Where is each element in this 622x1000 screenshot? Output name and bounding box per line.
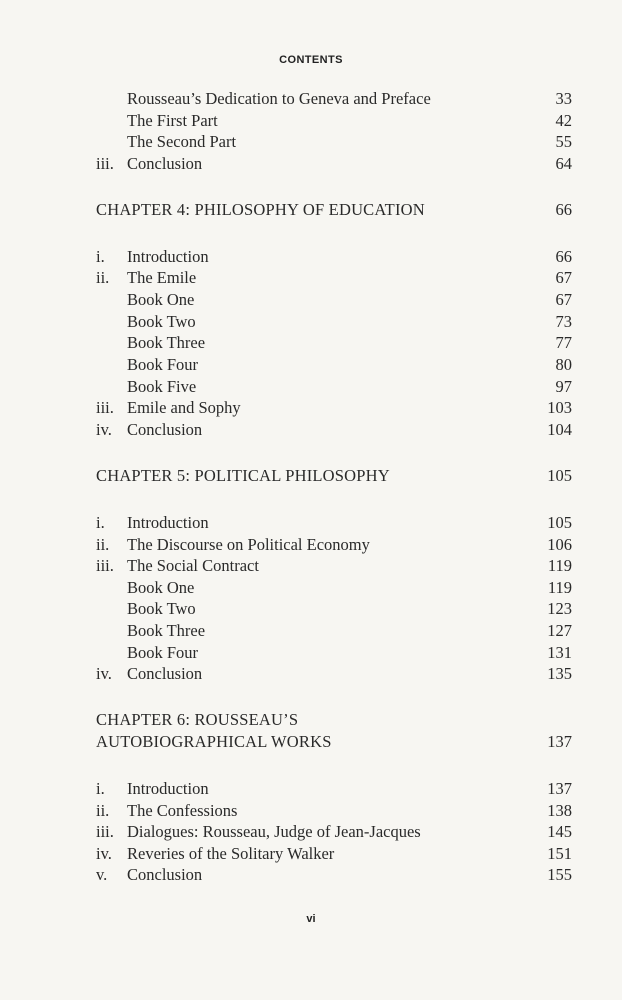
entry-page: 123: [547, 599, 572, 618]
entry-title: The Emile: [127, 268, 197, 287]
entry-number: iv.: [96, 664, 112, 683]
entry-title: Book One: [127, 290, 195, 309]
entry-page: 106: [547, 535, 572, 554]
entry-title: Book Five: [127, 377, 197, 396]
entry-title: Book Two: [127, 312, 196, 331]
toc-entry: [0, 131, 622, 153]
chapter-title: CHAPTER 5: POLITICAL PHILOSOPHY: [96, 466, 390, 485]
toc-entry: [0, 778, 622, 800]
entry-page: 73: [555, 312, 572, 331]
chapter-page: 137: [547, 732, 572, 751]
entry-title: Book Four: [127, 355, 199, 374]
toc-entry: [0, 642, 622, 664]
entry-page: 151: [547, 844, 572, 863]
entry-page: 145: [547, 822, 572, 841]
toc-entry: [0, 577, 622, 599]
entry-title: Introduction: [127, 513, 209, 532]
toc-entry: [0, 376, 622, 398]
entry-number: iv.: [96, 420, 112, 439]
chapter-title: AUTOBIOGRAPHICAL WORKS: [96, 732, 332, 751]
entry-title: Introduction: [127, 779, 209, 798]
entry-title: Emile and Sophy: [127, 398, 241, 417]
entry-number: iii.: [96, 154, 114, 173]
entry-number: i.: [96, 513, 105, 532]
entry-page: 77: [555, 333, 572, 352]
entry-page: 131: [547, 643, 572, 662]
entry-number: i.: [96, 247, 105, 266]
toc-entry: [0, 419, 622, 441]
entry-title: Book Three: [127, 333, 206, 352]
entry-page: 64: [555, 154, 572, 173]
entry-number: iii.: [96, 822, 114, 841]
entry-page: 104: [547, 420, 572, 439]
entry-page: 80: [555, 355, 572, 374]
entry-page: 67: [555, 268, 572, 287]
entry-number: ii.: [96, 801, 110, 820]
entry-page: 33: [555, 89, 572, 108]
entry-page: 67: [555, 290, 572, 309]
toc-entry: [0, 663, 622, 685]
chapter-page: 66: [555, 200, 572, 219]
entry-number: iv.: [96, 844, 112, 863]
entry-title: Book Four: [127, 643, 199, 662]
toc-entry: [0, 534, 622, 556]
entry-number: v.: [96, 865, 108, 884]
entry-title: The Second Part: [127, 132, 237, 151]
page-number: vi: [306, 913, 316, 925]
toc-entry: [0, 311, 622, 333]
chapter-heading: [0, 709, 622, 731]
entry-title: Rousseau’s Dedication to Geneva and Preface: [127, 89, 431, 108]
entry-title: Book Two: [127, 599, 196, 618]
entry-number: iii.: [96, 398, 114, 417]
toc-entry: [0, 843, 622, 865]
entry-title: Reveries of the Solitary Walker: [127, 844, 335, 863]
page-header: CONTENTS: [279, 54, 343, 66]
entry-page: 155: [547, 865, 572, 884]
entry-title: Book Three: [127, 621, 206, 640]
chapter-heading: [0, 199, 622, 221]
entry-page: 137: [547, 779, 572, 798]
entry-page: 135: [547, 664, 572, 683]
toc-entry: [0, 864, 622, 886]
entry-page: 55: [555, 132, 572, 151]
entry-page: 97: [555, 377, 572, 396]
chapter-title: CHAPTER 4: PHILOSOPHY OF EDUCATION: [96, 200, 425, 219]
entry-title: Conclusion: [127, 865, 203, 884]
toc-entry: [0, 598, 622, 620]
chapter-heading: [0, 731, 622, 753]
toc-entry: [0, 620, 622, 642]
entry-page: 119: [547, 578, 572, 597]
toc-entry: [0, 88, 622, 110]
entry-title: Conclusion: [127, 154, 203, 173]
toc-entry: [0, 332, 622, 354]
entry-number: ii.: [96, 535, 110, 554]
entry-title: Conclusion: [127, 420, 203, 439]
entry-title: Conclusion: [127, 664, 203, 683]
toc-entry: [0, 153, 622, 175]
entry-title: The Discourse on Political Economy: [127, 535, 370, 554]
entry-number: iii.: [96, 556, 114, 575]
chapter-title: CHAPTER 6: ROUSSEAU’S: [96, 710, 299, 729]
entry-page: 105: [547, 513, 572, 532]
toc-entry: [0, 110, 622, 132]
toc-entry: [0, 267, 622, 289]
toc-entry: [0, 800, 622, 822]
toc-entry: [0, 397, 622, 419]
entry-title: The Confessions: [127, 801, 238, 820]
entry-page: 66: [555, 247, 572, 266]
entry-title: Book One: [127, 578, 195, 597]
chapter-heading: [0, 465, 622, 487]
toc-entry: [0, 821, 622, 843]
entry-title: Dialogues: Rousseau, Judge of Jean-Jacques: [127, 822, 421, 841]
entry-title: The Social Contract: [127, 556, 259, 575]
entry-title: The First Part: [127, 111, 218, 130]
toc-entry: [0, 555, 622, 577]
entry-number: ii.: [96, 268, 110, 287]
entry-page: 119: [547, 556, 572, 575]
entry-page: 103: [547, 398, 572, 417]
toc-entry: [0, 512, 622, 534]
toc-entry: [0, 289, 622, 311]
toc-entry: [0, 354, 622, 376]
entry-page: 127: [547, 621, 572, 640]
entry-page: 42: [555, 111, 572, 130]
entry-page: 138: [547, 801, 572, 820]
entry-number: i.: [96, 779, 105, 798]
chapter-page: 105: [547, 466, 572, 485]
entry-title: Introduction: [127, 247, 209, 266]
toc-entry: [0, 246, 622, 268]
